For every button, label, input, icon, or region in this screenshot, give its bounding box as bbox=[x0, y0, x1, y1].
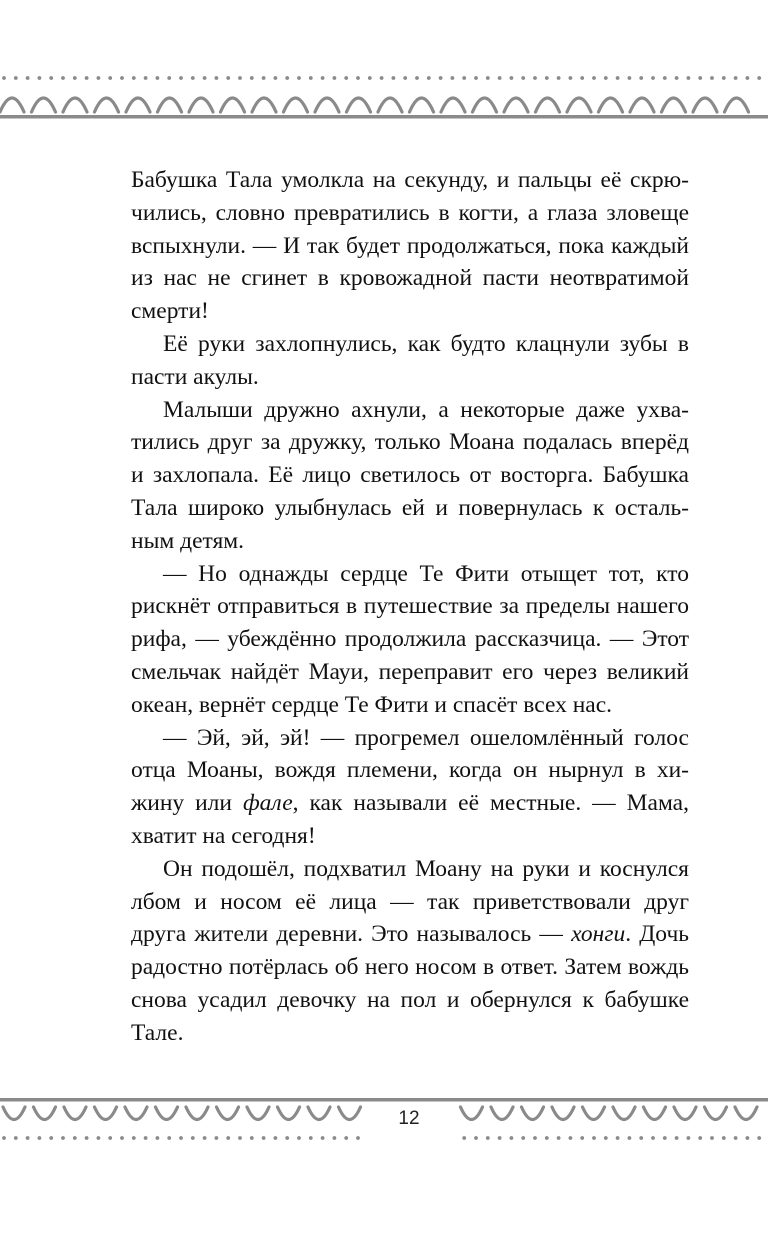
paragraph bbox=[131, 853, 689, 1050]
text-run: — Эй, эй, эй! — прогремел ошеломлённый голос отца Моаны, вождя племени, когда он нырнул в хижину или bbox=[131, 724, 689, 817]
text-run: Малыши дружно ахнули, а некоторые даже ухватились друг за дружку, только Моана подалась вперёд и захлопала. Её лицо светилось от восторга. Бабушка Тала широко улыбнулась ей и повернулась к остальным детям. bbox=[131, 396, 689, 554]
text-run: Её руки захлопнулись, как будто клацнули зубы в пасти акулы. bbox=[131, 330, 689, 390]
paragraph bbox=[131, 394, 689, 558]
text-run: Он подошёл, подхватил Моану на руки и коснулся лбом и носом её лица — так приветствовали друг друга жители деревни. Это называлось — bbox=[131, 855, 689, 948]
page-number: 12 bbox=[374, 1107, 444, 1131]
text-run: Бабушка Тала умолкла на секунду, и пальцы её скрючились, словно превратились в когти, а глаза зловеще вспыхнули. — И так будет продолжаться, пока каждый из нас не сгинет в кровожадной пасти неотвратимой смерти! bbox=[131, 167, 689, 325]
text-run: — Но однажды сердце Те Фити отыщет тот, кто рискнёт отправиться в путешествие за пределы нашего рифа, — убеждённо продолжила рассказчица. — Этот смельчак найдёт Мауи, переправит его через великий океан, вернёт сердце Те Фити и спасёт всех нас. bbox=[131, 560, 689, 718]
italic-word: фале bbox=[242, 790, 293, 817]
paragraph bbox=[131, 164, 689, 328]
italic-word: хонги bbox=[571, 921, 626, 948]
paragraph bbox=[131, 722, 689, 853]
paragraph bbox=[131, 328, 689, 394]
top-decorative-border bbox=[0, 72, 768, 126]
text-run: . Дочь радостно потёрлась об него носом в ответ. Затем вождь снова усадил девочку на пол и обернулся к бабушке Тале. bbox=[131, 921, 689, 1046]
paragraph bbox=[131, 558, 689, 722]
body-text bbox=[131, 164, 689, 1050]
text-run: , как называли её местные. — Мама, хватит на сегодня! bbox=[131, 790, 689, 849]
